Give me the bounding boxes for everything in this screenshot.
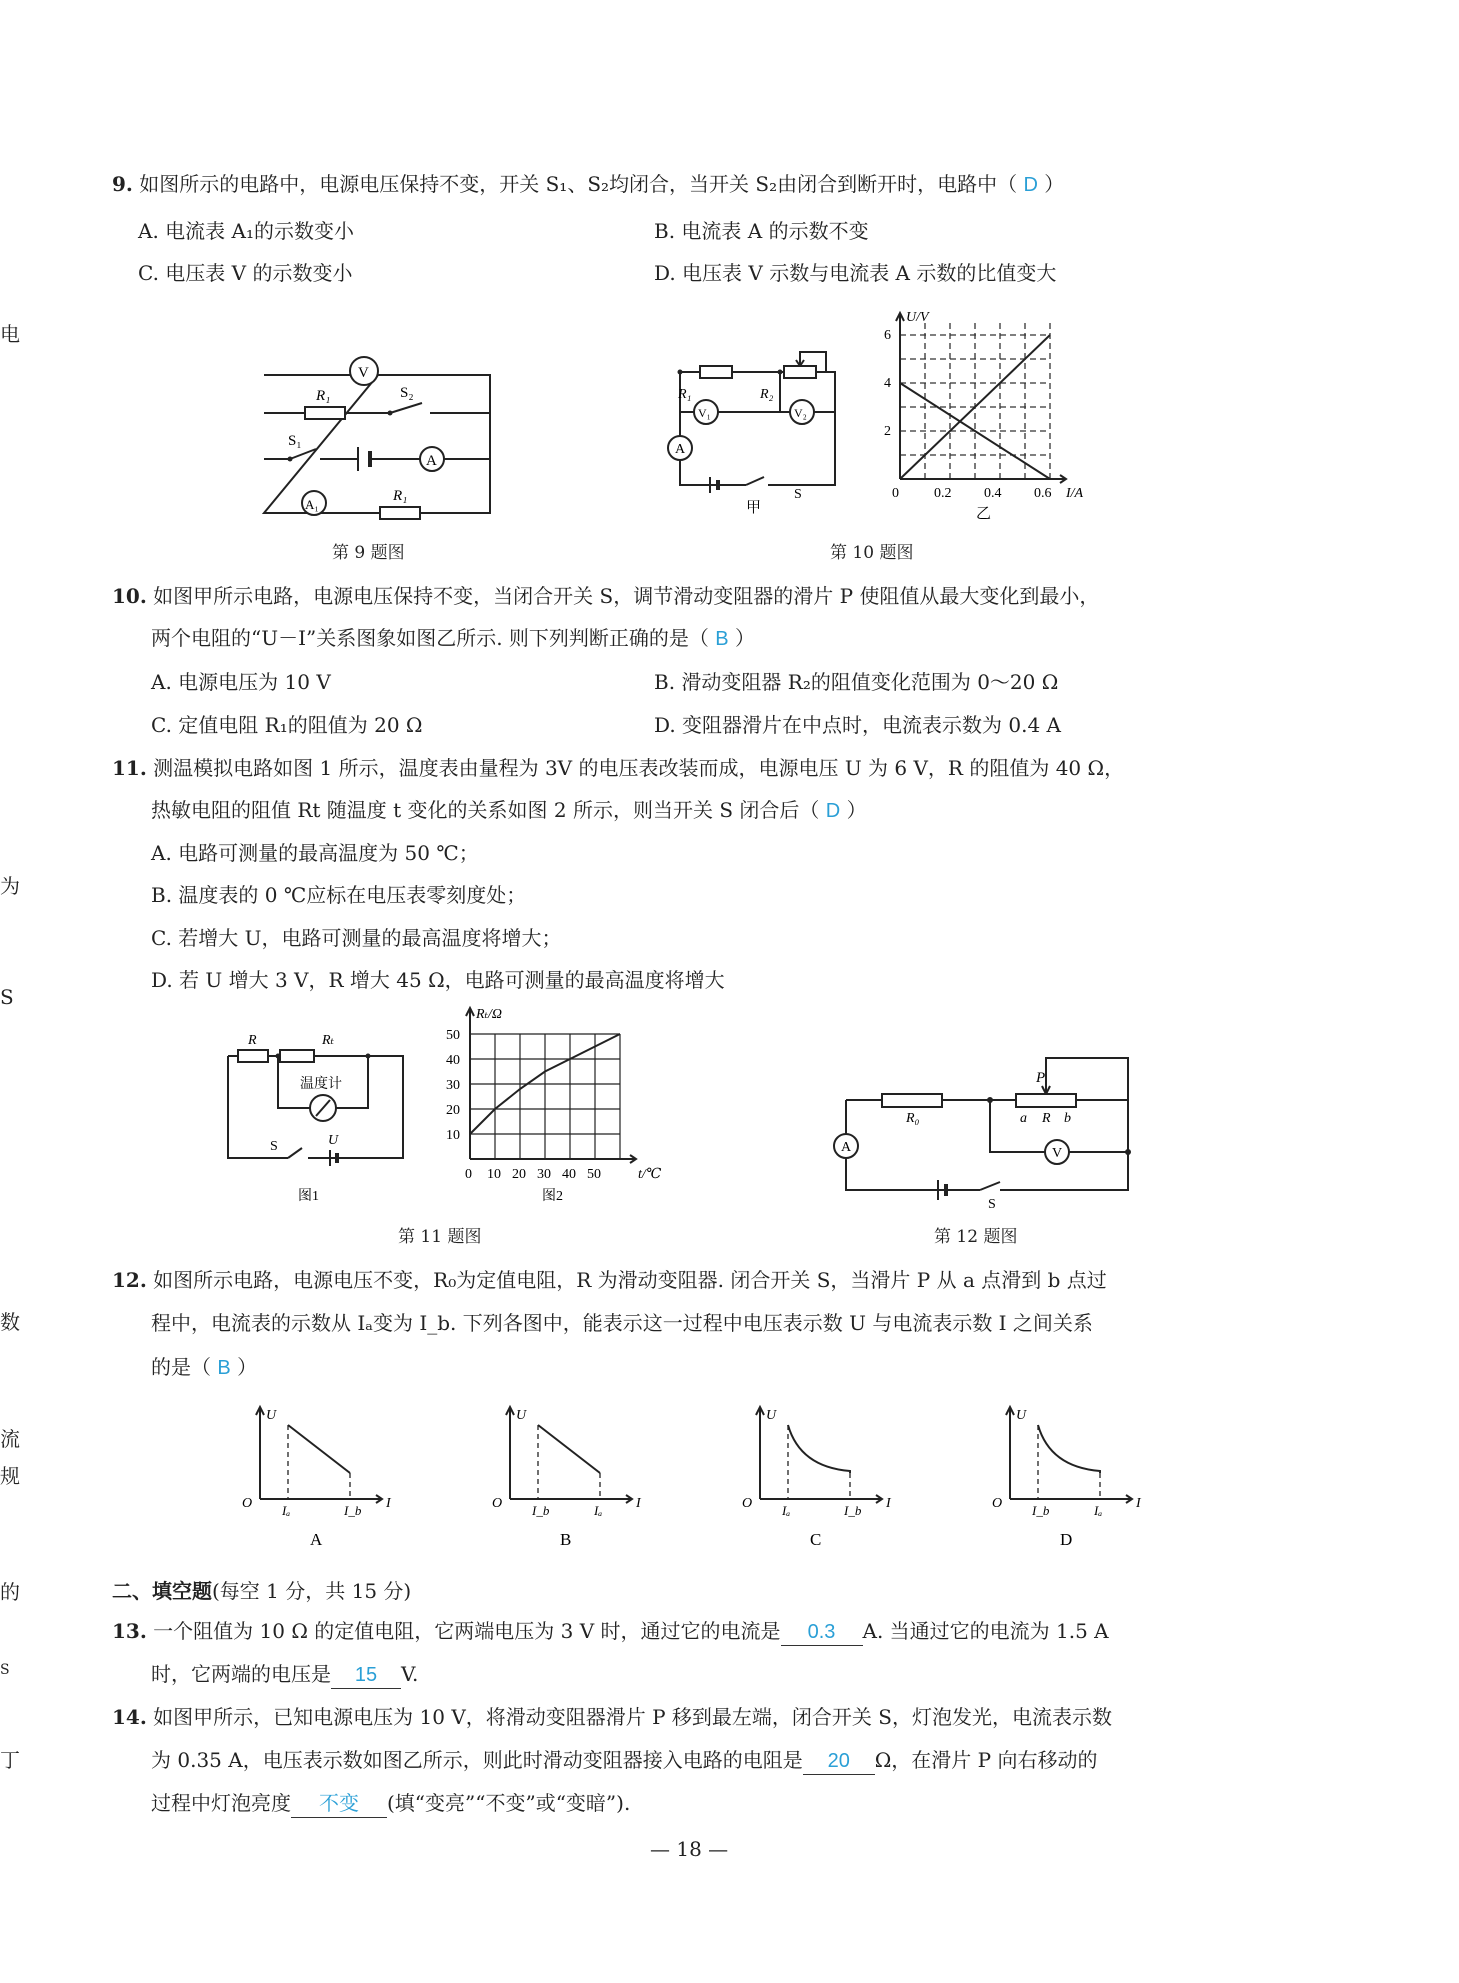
q11-y-tick: 50	[446, 1028, 460, 1043]
q10-x-tick: 0	[892, 486, 899, 501]
q14-line3: 过程中灯泡亮度 不变 (填“变亮”“不变”或“变暗”).	[151, 1790, 630, 1818]
y-axis-label: U	[516, 1408, 527, 1423]
q10-y-tick: 4	[884, 376, 891, 391]
q10-option-d: D. 变阻器滑片在中点时，电流表示数为 0.4 A	[654, 713, 1062, 737]
x-axis-label: I	[1136, 1496, 1141, 1511]
q12-voltmeter-label: V	[1052, 1146, 1063, 1161]
q12-stem: 12. 如图所示电路，电源电压不变，R₀为定值电阻，R 为滑动变阻器. 闭合开关 S，当滑片 P 从 a 点滑到 b 点过	[112, 1268, 1107, 1292]
q12-graph-B	[492, 1407, 642, 1549]
q10-uv-chart	[870, 305, 1100, 525]
q12-answer: B	[217, 1357, 231, 1379]
q9-r1b-label: R₁	[393, 488, 408, 504]
q11-s-label: S	[270, 1139, 278, 1154]
q11-x-axis-label: t/℃	[638, 1167, 662, 1182]
x-axis-label: I	[636, 1496, 641, 1511]
option-label: C	[810, 1530, 822, 1549]
option-label: A	[310, 1530, 323, 1549]
q12-circuit-diagram	[830, 1050, 1140, 1215]
q11-y-tick: 40	[446, 1053, 460, 1068]
q9-caption: 第 9 题图	[332, 543, 405, 563]
q10-r2-label: R₂	[760, 387, 774, 402]
q10-x-tick: 0.4	[984, 486, 1002, 501]
q9-circuit-diagram	[250, 345, 510, 525]
q11-y-tick: 20	[446, 1103, 460, 1118]
q11-x-tick: 10	[487, 1167, 501, 1182]
q9-r1-label: R₁	[316, 388, 331, 404]
q10-stem: 10. 如图甲所示电路，电源电压保持不变，当闭合开关 S，调节滑动变阻器的滑片 P 使阻值从最大变化到最小，	[112, 584, 1100, 608]
q12-a-point-label: a	[1020, 1111, 1027, 1126]
q10-caption: 第 10 题图	[830, 543, 914, 563]
q11-fig1-label: 图1	[298, 1189, 319, 1204]
q12-caption: 第 12 题图	[934, 1227, 1018, 1247]
q11-y-tick: 10	[446, 1128, 460, 1143]
margin-char: S	[0, 985, 14, 1009]
x-axis-label: I	[886, 1496, 891, 1511]
q9-voltmeter-label: V	[358, 365, 369, 381]
x-tick: I_b	[1032, 1503, 1050, 1518]
q13-blank-1[interactable]: 0.3	[781, 1619, 863, 1646]
q10-x-tick: 0.2	[934, 486, 952, 501]
margin-char: S	[0, 1662, 10, 1678]
q9-option-b: B. 电流表 A 的示数不变	[654, 219, 869, 243]
origin-label: O	[492, 1496, 503, 1511]
q11-rt-chart	[430, 1000, 670, 1210]
q10-ammeter-label: A	[675, 442, 686, 457]
q10-y-tick: 6	[884, 328, 891, 343]
q12-series-B	[538, 1425, 600, 1473]
q9-stem: 9. 如图所示的电路中，电源电压保持不变，开关 S₁、S₂均闭合，当开关 S₂由闭合到断开时，电路中（ D ）	[112, 172, 1065, 196]
x-tick: Iₐ	[782, 1503, 791, 1518]
page-number: — 18 —	[650, 1837, 729, 1861]
q12-r-label: R	[1042, 1111, 1051, 1126]
origin-label: O	[992, 1496, 1003, 1511]
q9-option-a: A. 电流表 A₁的示数变小	[138, 219, 354, 243]
q11-fig2-label: 图2	[542, 1189, 563, 1204]
q12-switch-label: S	[988, 1197, 996, 1212]
q11-y-axis-label: Rₜ/Ω	[476, 1007, 503, 1022]
q10-v1-label: V₁	[698, 406, 711, 420]
q11-rt-label: Rₜ	[322, 1033, 335, 1048]
q11-x-tick: 0	[465, 1167, 472, 1182]
q10-switch-label: S	[794, 487, 802, 502]
q11-stem-2: 热敏电阻的阻值 Rt 随温度 t 变化的关系如图 2 所示，则当开关 S 闭合后（ D ）	[151, 798, 867, 822]
q11-x-tick: 50	[587, 1167, 601, 1182]
q11-x-tick: 20	[512, 1167, 526, 1182]
origin-label: O	[242, 1496, 253, 1511]
q10-fig-jia: 甲	[746, 500, 762, 516]
x-tick: Iₐ	[1094, 1503, 1103, 1518]
q12-ammeter-label: A	[841, 1140, 852, 1155]
q10-option-c: C. 定值电阻 R₁的阻值为 20 Ω	[151, 713, 423, 737]
q10-circuit-diagram	[650, 340, 850, 520]
margin-char: 丁	[0, 1748, 20, 1772]
q11-answer: D	[825, 800, 841, 822]
x-tick: Iₐ	[594, 1503, 603, 1518]
q11-option-a: A. 电路可测量的最高温度为 50 ℃；	[151, 841, 479, 865]
q11-caption: 第 11 题图	[398, 1227, 482, 1247]
q11-x-tick: 30	[537, 1167, 551, 1182]
x-axis-label: I	[386, 1496, 391, 1511]
q12-stem-3: 的是（ B ）	[151, 1355, 258, 1379]
q10-r1-label: R₁	[678, 387, 692, 402]
q10-v2-label: V₂	[794, 406, 807, 420]
q11-option-d: D. 若 U 增大 3 V，R 增大 45 Ω，电路可测量的最高温度将增大	[151, 968, 725, 992]
q10-y-axis-label: U/V	[906, 310, 929, 325]
section2-heading: 二、填空题(每空 1 分，共 15 分)	[112, 1579, 412, 1603]
q10-answer: B	[715, 628, 729, 650]
y-axis-label: U	[266, 1408, 277, 1423]
q11-y-tick: 30	[446, 1078, 460, 1093]
y-axis-label: U	[766, 1408, 777, 1423]
q13-line2: 时，它两端的电压是 15 V.	[151, 1661, 418, 1689]
margin-char: 流	[0, 1427, 20, 1451]
q12-graph-C	[742, 1407, 892, 1549]
origin-label: O	[742, 1496, 753, 1511]
x-tick: I_b	[532, 1503, 550, 1518]
q14-line2: 为 0.35 A，电压表示数如图乙所示，则此时滑动变阻器接入电路的电阻是 20 Ω，在滑片 P 向右移动的	[151, 1747, 1097, 1775]
q11-u-label: U	[328, 1133, 339, 1148]
q9-s1-label: S₁	[288, 433, 302, 449]
q14-line1: 14. 如图甲所示，已知电源电压为 10 V，将滑动变阻器滑片 P 移到最左端，闭合开关 S，灯泡发光，电流表示数	[112, 1705, 1112, 1729]
q12-graph-A	[242, 1407, 392, 1549]
q12-graph-D	[992, 1407, 1142, 1549]
x-tick: Iₐ	[282, 1503, 291, 1518]
q9-option-c: C. 电压表 V 的示数变小	[138, 261, 353, 285]
q9-s2-label: S₂	[400, 385, 414, 401]
q12-p-label: P	[1036, 1070, 1046, 1086]
q12-stem-2: 程中，电流表的示数从 Iₐ变为 I_b. 下列各图中，能表示这一过程中电压表示数 U 与电流表示数 I 之间关系	[151, 1311, 1093, 1335]
q11-thermometer-label: 温度计	[300, 1077, 342, 1092]
q12-b-point-label: b	[1064, 1111, 1071, 1126]
q11-stem: 11. 测温模拟电路如图 1 所示，温度表由量程为 3V 的电压表改装而成，电源电压 U 为 6 V，R 的阻值为 40 Ω，	[112, 756, 1125, 780]
x-tick: I_b	[344, 1503, 362, 1518]
q9-ammeter-label: A	[426, 453, 437, 469]
q10-option-a: A. 电源电压为 10 V	[151, 670, 331, 694]
q12-series-D	[1038, 1425, 1100, 1473]
q10-option-b: B. 滑动变阻器 R₂的阻值变化范围为 0～20 Ω	[654, 670, 1059, 694]
q11-r-label: R	[248, 1033, 257, 1048]
q10-fig-yi: 乙	[976, 506, 992, 522]
q9-option-d: D. 电压表 V 示数与电流表 A 示数的比值变大	[654, 261, 1057, 285]
q10-x-tick: 0.6	[1034, 486, 1052, 501]
q12-r0-label: R₀	[906, 1111, 920, 1126]
option-label: B	[560, 1530, 572, 1549]
q10-y-tick: 2	[884, 424, 891, 439]
margin-char: 数	[0, 1310, 20, 1334]
q10-stem-2: 两个电阻的“U－I”关系图象如图乙所示. 则下列判断正确的是（ B ）	[151, 626, 755, 650]
option-label: D	[1060, 1530, 1073, 1549]
q11-x-tick: 40	[562, 1167, 576, 1182]
margin-char: 为	[0, 874, 20, 898]
q11-option-b: B. 温度表的 0 ℃应标在电压表零刻度处；	[151, 883, 527, 907]
q13-blank-2[interactable]: 15	[331, 1662, 401, 1689]
y-axis-label: U	[1016, 1408, 1027, 1423]
q11-circuit-diagram	[218, 1020, 418, 1210]
x-tick: I_b	[844, 1503, 862, 1518]
q9-ammeter1-label: A₁	[305, 497, 319, 512]
q11-option-c: C. 若增大 U，电路可测量的最高温度将增大；	[151, 926, 562, 950]
margin-char: 电	[0, 322, 20, 346]
q9-answer: D	[1023, 174, 1038, 196]
q13-line1: 13. 一个阻值为 10 Ω 的定值电阻，它两端电压为 3 V 时，通过它的电流是 0.3 A. 当通过它的电流为 1.5 A	[112, 1618, 1109, 1646]
q12-series-A	[288, 1425, 350, 1473]
q14-blank-2[interactable]: 不变	[291, 1791, 387, 1818]
margin-char: 的	[0, 1580, 20, 1604]
q10-x-axis-label: I/A	[1066, 486, 1084, 501]
margin-char: 规	[0, 1464, 20, 1488]
q14-blank-1[interactable]: 20	[803, 1748, 875, 1775]
q12-option-graphs	[230, 1395, 1180, 1565]
q12-series-C	[788, 1425, 850, 1473]
